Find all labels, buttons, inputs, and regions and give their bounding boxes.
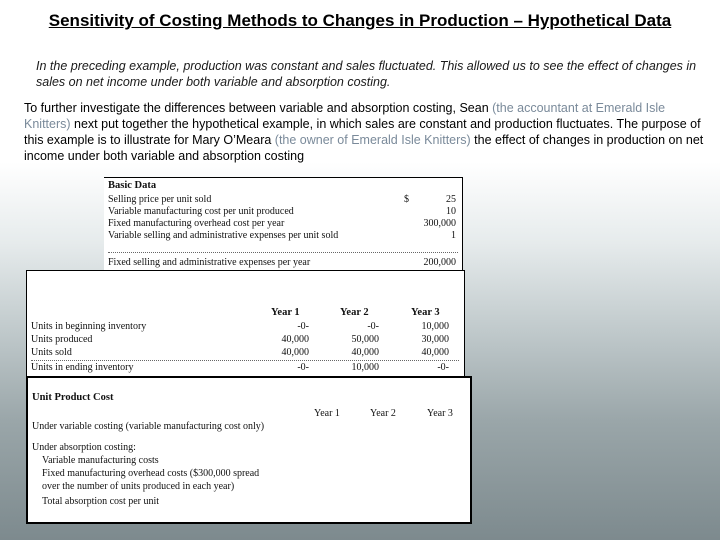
unit-cost-col-header-year2: Year 2 xyxy=(370,408,396,419)
units-cell: 40,000 xyxy=(351,347,379,358)
unit-product-cost-table xyxy=(26,376,472,524)
basic-row-value: 300,000 xyxy=(423,218,456,229)
unit-cost-row-label: Fixed manufacturing overhead costs ($300,000 spread xyxy=(42,468,260,479)
units-col-header-year1: Year 1 xyxy=(271,307,300,318)
body-text-2: next put together the hypothetical example, in which sales are constant and production fluctuates. The purpose of this example is to illustrate for Mary O’Meara xyxy=(24,117,701,147)
units-cell: -0- xyxy=(297,362,309,373)
units-cell: 40,000 xyxy=(281,334,309,345)
units-table xyxy=(26,270,465,378)
units-cell: 30,000 xyxy=(421,334,449,345)
units-col-header-year2: Year 2 xyxy=(340,307,369,318)
units-col-header-year3: Year 3 xyxy=(411,307,440,318)
units-cell: -0- xyxy=(367,321,379,332)
basic-row-label: Variable selling and administrative expenses per unit sold xyxy=(108,230,339,241)
units-cell: 40,000 xyxy=(421,347,449,358)
unit-cost-row-label: Under absorption costing: xyxy=(32,442,136,453)
basic-data-table xyxy=(104,177,463,274)
basic-row-value: 200,000 xyxy=(423,257,456,268)
body-text-1: To further investigate the differences between variable and absorption costing, Sean xyxy=(24,101,493,115)
unit-cost-row-label: over the number of units produced in each year) xyxy=(42,481,235,492)
body-highlight-2: (the owner of Emerald Isle Knitters) xyxy=(274,133,471,147)
units-row-label: Units produced xyxy=(31,334,93,345)
basic-row-label: Fixed selling and administrative expenses per year xyxy=(108,257,311,268)
units-cell: 10,000 xyxy=(351,362,379,373)
basic-row-value: 10 xyxy=(446,206,456,217)
units-cell: -0- xyxy=(437,362,449,373)
units-row-label: Units in ending inventory xyxy=(31,362,134,373)
basic-row-label: Selling price per unit sold xyxy=(108,194,212,205)
slide-title: Sensitivity of Costing Methods to Changes in Production – Hypothetical Data xyxy=(48,11,672,30)
unit-cost-row-label: Under variable costing (variable manufacturing cost only) xyxy=(32,421,265,432)
unit-cost-heading: Unit Product Cost xyxy=(32,392,114,403)
row-divider xyxy=(108,252,458,253)
basic-row-currency: $ xyxy=(404,194,409,205)
units-row-label: Units in beginning inventory xyxy=(31,321,147,332)
body-paragraph xyxy=(24,100,714,164)
units-cell: 10,000 xyxy=(421,321,449,332)
basic-row-value: 1 xyxy=(451,230,456,241)
unit-cost-col-header-year3: Year 3 xyxy=(427,408,453,419)
basic-row-value: 25 xyxy=(446,194,456,205)
units-cell: -0- xyxy=(297,321,309,332)
row-divider xyxy=(31,360,459,361)
units-cell: 50,000 xyxy=(351,334,379,345)
unit-cost-row-label: Total absorption cost per unit xyxy=(42,496,160,507)
units-cell: 40,000 xyxy=(281,347,309,358)
units-row-label: Units sold xyxy=(31,347,72,358)
body-highlight-1: (the accountant at Emerald Isle Knitters) xyxy=(24,101,666,131)
intro-paragraph: In the preceding example, production was constant and sales fluctuated. This allowed us to see the effect of changes in sales on net income under both variable and absorption costing. xyxy=(36,59,697,89)
unit-cost-col-header-year1: Year 1 xyxy=(314,408,340,419)
body-text-3: the effect of changes in production on net income under both variable and absorption costing xyxy=(24,133,704,163)
basic-row-label: Fixed manufacturing overhead cost per year xyxy=(108,218,285,229)
basic-row-label: Variable manufacturing cost per unit produced xyxy=(108,206,294,217)
unit-cost-row-label: Variable manufacturing costs xyxy=(42,455,159,466)
basic-data-heading: Basic Data xyxy=(108,180,157,191)
